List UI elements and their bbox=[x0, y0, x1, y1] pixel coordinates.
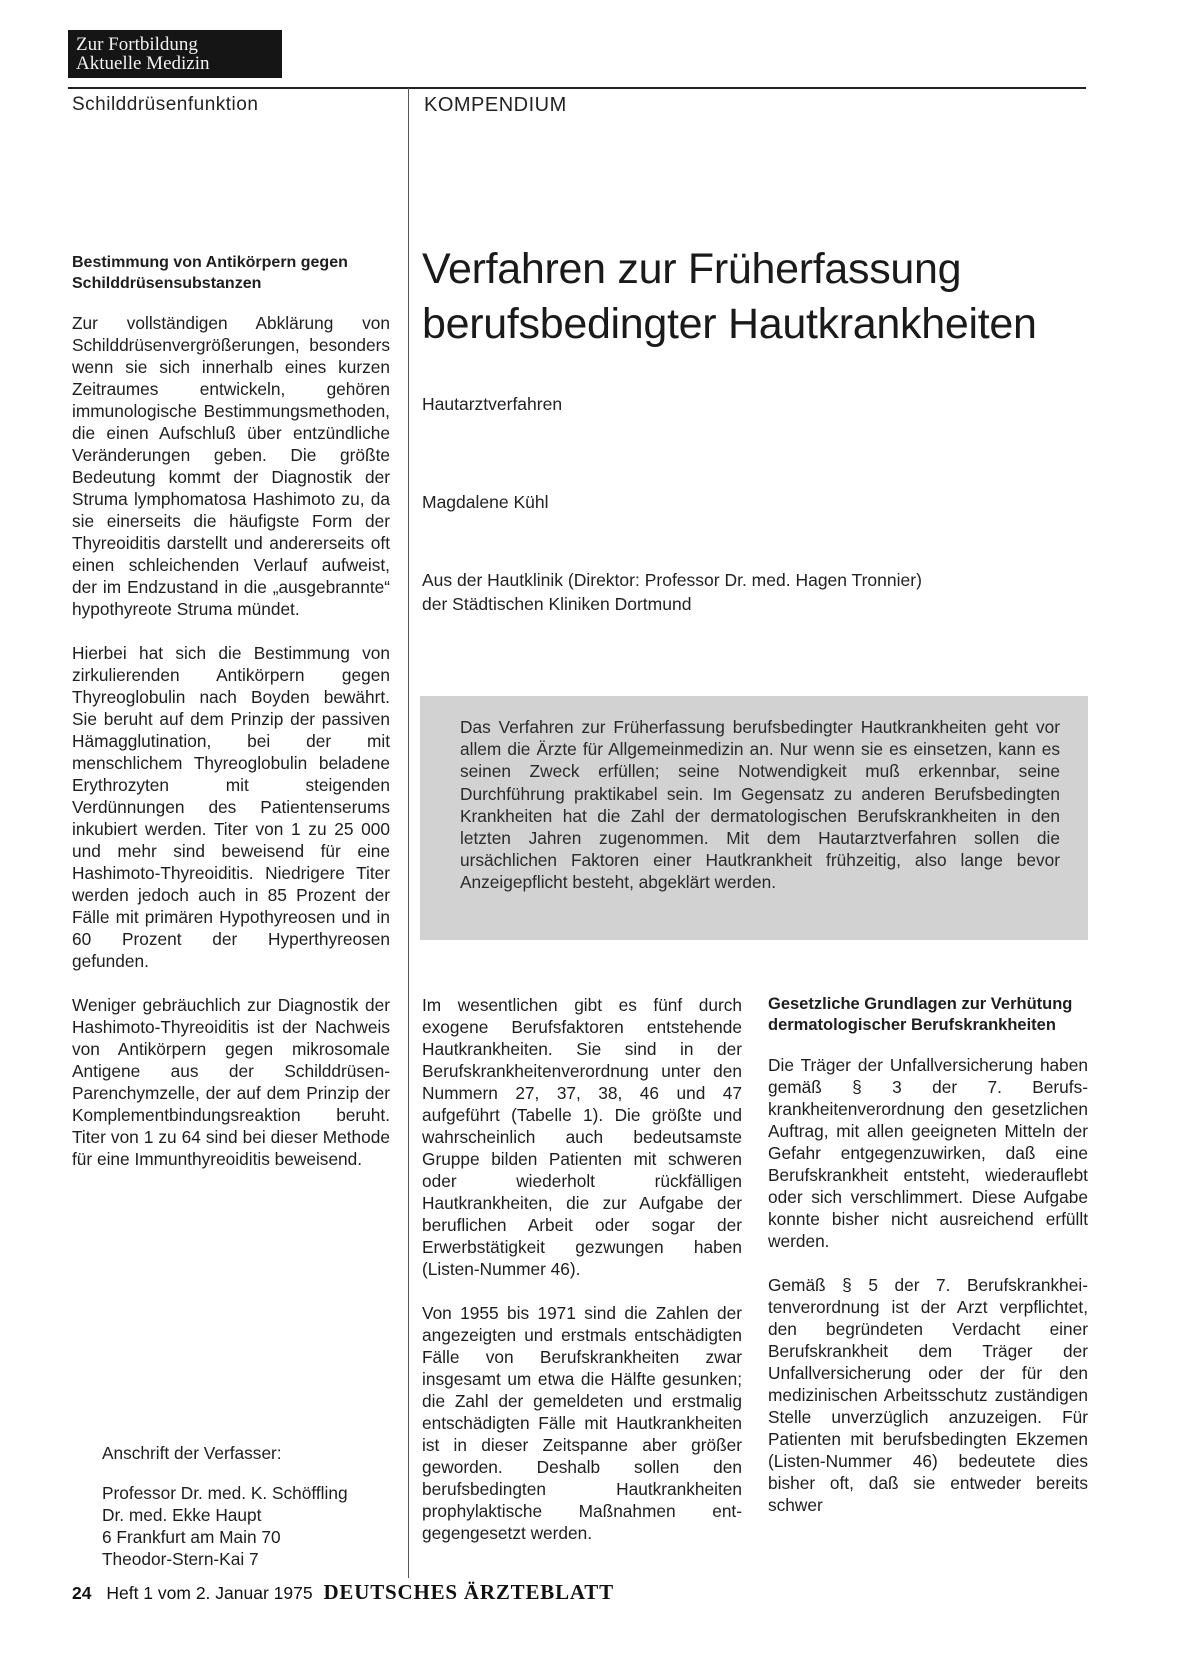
abstract-text: Das Verfahren zur Früherfassung berufsbedingter Hautkrankheiten geht vor allem die Ärzte für Allgemeinmedizin an. Nur wenn sie es einsetzen, kann es seinen Zweck erfüllen; seine Notwendigkeit muß erkennbar, seine Durchführung praktikabel sein. Im Gegensatz zu anderen Berufsbedingten Krankheiten hat die Zahl der dermatologischen Berufskrankheiten in den letzten Jahren zugenommen. Mit dem Hautarztverfahren sollen die ursächlichen Faktoren einer Hautkrankheit frühzeitig, also lange bevor Anzeigepflicht besteht, abgeklärt werden. bbox=[460, 717, 1060, 893]
address-line: Theodor-Stern-Kai 7 bbox=[102, 1549, 259, 1569]
journal-name: DEUTSCHES ÄRZTEBLATT bbox=[323, 1580, 614, 1604]
article-column-3 bbox=[768, 994, 1088, 1516]
address-line: Professor Dr. med. K. Schöffling bbox=[102, 1483, 348, 1503]
left-paragraph-2: Hierbei hat sich die Bestimmung von zirkulierenden Antikörpern gegen Thyreoglobulin nach Boyden bewährt. Sie beruht auf dem Prinzip der passiven Hämagglutination, bei der mit menschlichem Thyreoglobulin beladene Erythrozyten mit steigenden Verdünnungen des Patientenserums inkubiert werden. Titer von 1 zu 25 000 und mehr sind beweisend für eine Hashimoto-Thyreoiditis. Niedrigere Titer werden jedoch auch in 85 Prozent der Fälle mit primären Hypothyreosen und in 60 Prozent der Hyperthyreosen gefunden. bbox=[72, 643, 390, 971]
page-number: 24 bbox=[72, 1583, 92, 1603]
right-section-label: KOMPENDIUM bbox=[424, 94, 567, 116]
left-paragraph-3: Weniger gebräuchlich zur Diagnostik der Hashimoto-Thyreoiditis ist der Nachweis von Antikörpern gegen mikrosomale Antigene aus der Schilddrüsen-Parenchymzelle, der auf dem Prinzip der Komplementbindungsreaktion beruht. Titer von 1 zu 64 sind bei dieser Methode für eine Immunthyreoiditis beweisend. bbox=[72, 995, 390, 1169]
col3-paragraph-2: Gemäß § 5 der 7. Berufskrankheitenverordnung ist der Arzt verpflichtet, den begründeten Verdacht einer Berufskrankheit dem Träger der Unfallversicherung oder der für den medizinischen Arbeitsschutz zuständigen Stelle unverzüglich anzuzeigen. Für Patienten mit berufsbedingten Ekzemen (Listen-Nummer 46) bedeutete dies bisher oft, daß sie entweder bereits schwer bbox=[768, 1275, 1088, 1515]
article-author: Magdalene Kühl bbox=[422, 492, 549, 512]
page-footer bbox=[72, 1580, 614, 1605]
article-subtitle: Hautarztverfahren bbox=[422, 394, 563, 414]
article-title bbox=[422, 242, 1102, 352]
left-heading: Bestimmung von Antikörpern gegen Schilddrüsensubstanzen bbox=[72, 254, 348, 292]
issue-info: Heft 1 vom 2. Januar 1975 bbox=[106, 1583, 313, 1603]
col2-paragraph-1: Im wesentlichen gibt es fünf durch exogene Berufsfaktoren entstehende Hautkrankheiten. Sie sind in der Berufskrankheitenverordnung unter den Nummern 27, 37, 38, 46 und 47 aufgeführt (Tabelle 1). Die größte und wahrscheinlich auch bedeutsamste Gruppe bilden Patienten mit schweren oder wiederholt rückfälligen Hautkrankheiten, die zur Aufgabe der beruflichen Arbeit oder sogar der Erwerbstätigkeit gezwungen haben (Listen-Nummer 46). bbox=[422, 995, 742, 1279]
left-paragraph-1: Zur vollständigen Abklärung von Schilddrüsenvergrößerungen, besonders wenn sie sich innerhalb eines kurzen Zeitraumes entwickeln, gehören immunologische Bestimmungsmethoden, die einen Aufschluß über entzündliche Veränderungen geben. Die größte Bedeutung kommt der Diagnostik der Struma lymphomatosa Hashimoto zu, da sie einerseits die häufigste Form der Thyreoiditis darstellt und andererseits oft einen schleichenden Verlauf aufweist, der im Endzustand in die „ausgebrannte“ hypothyreote Struma mündet. bbox=[72, 313, 390, 619]
article-column-2 bbox=[422, 994, 742, 1544]
column-divider bbox=[408, 88, 409, 1578]
address-line: 6 Frankfurt am Main 70 bbox=[102, 1527, 281, 1547]
affiliation-line-1: Aus der Hautklinik (Direktor: Professor Dr. med. Hagen Tronnier) bbox=[422, 570, 922, 590]
col3-heading: Gesetzliche Grundlagen zur Verhütung dermatologischer Berufskrankheiten bbox=[768, 995, 1073, 1034]
col2-paragraph-2: Von 1955 bis 1971 sind die Zahlen der angezeigten und erstmals entschädigten Fälle von Berufskrankheiten zwar insgesamt um etwa die Hälfte gesunken; die Zahl der gemeldeten und erstmalig entschädigten Fälle mit Hautkrankheiten ist in dieser Zeitspanne aber größer geworden. Deshalb sollen den berufsbedingten Hautkrankheiten prophylaktische Maßnahmen entgegengesetzt werden. bbox=[422, 1303, 742, 1543]
affiliation-line-2: der Städtischen Kliniken Dortmund bbox=[422, 594, 692, 614]
left-column bbox=[72, 252, 390, 1170]
address-label: Anschrift der Verfasser: bbox=[102, 1443, 282, 1463]
title-line-2: berufsbedingter Hautkrankheiten bbox=[422, 300, 1037, 348]
header-rule bbox=[68, 87, 1086, 89]
badge-line-1: Zur Fortbildung bbox=[76, 34, 198, 55]
abstract-box bbox=[420, 696, 1088, 940]
title-line-1: Verfahren zur Früherfassung bbox=[422, 245, 962, 293]
badge-line-2: Aktuelle Medizin bbox=[76, 53, 210, 74]
author-address bbox=[102, 1442, 402, 1570]
article-affiliation bbox=[422, 568, 922, 616]
section-badge bbox=[68, 30, 282, 78]
left-section-label: Schilddrüsenfunktion bbox=[72, 94, 259, 115]
col3-paragraph-1: Die Träger der Unfallversicherung haben gemäß § 3 der 7. Berufskrankheitenverordnung den gesetzlichen Auftrag, mit allen geeigneten Mitteln der Gefahr entgegenzuwirken, daß eine Berufskrankheit entsteht, wiederauflebt oder sich verschlimmert. Diese Aufgabe konnte bisher nicht ausreichend erfüllt werden. bbox=[768, 1055, 1088, 1251]
address-line: Dr. med. Ekke Haupt bbox=[102, 1505, 262, 1525]
